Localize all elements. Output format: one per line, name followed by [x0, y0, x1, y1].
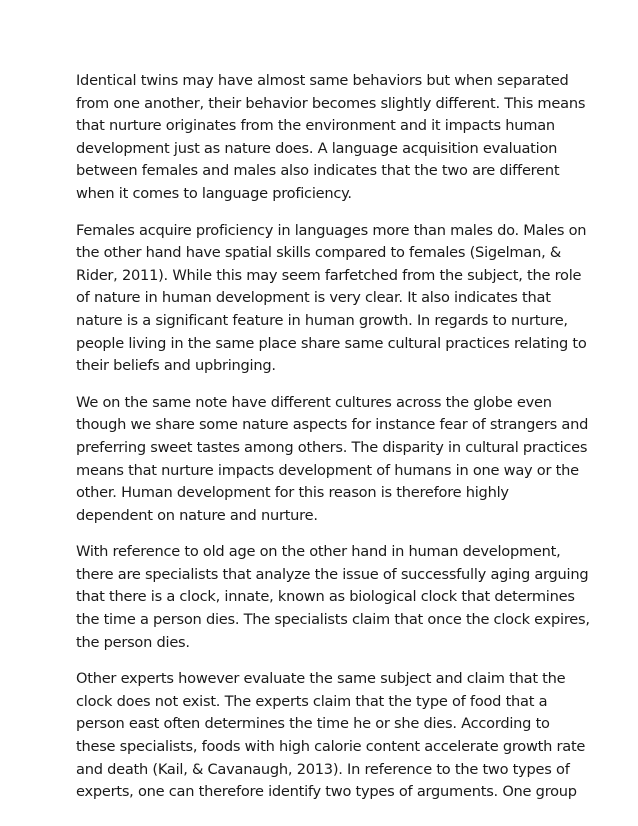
paragraph-line: Other experts however evaluate the same subject and claim that the	[76, 670, 566, 688]
paragraph-line: when it comes to language proficiency.	[76, 184, 352, 202]
paragraph-line: these specialists, foods with high calorie content accelerate growth rate	[76, 738, 586, 756]
paragraph-line: dependent on nature and nurture.	[76, 506, 318, 524]
paragraph-line: people living in the same place share same cultural practices relating to	[76, 334, 587, 352]
paragraph-line: We on the same note have different cultures across the globe even	[76, 393, 552, 411]
paragraph-line: and death (Kail, & Cavanaugh, 2013). In reference to the two types of	[76, 760, 570, 778]
paragraph-1	[76, 70, 586, 206]
paragraph-line: the person dies.	[76, 633, 190, 651]
paragraph-line: With reference to old age on the other hand in human development,	[76, 543, 561, 561]
paragraph-line: other. Human development for this reason is therefore highly	[76, 484, 509, 502]
paragraph-5	[76, 668, 586, 804]
paragraph-line: their beliefs and upbringing.	[76, 357, 276, 375]
paragraph-line: from one another, their behavior becomes slightly different. This means	[76, 94, 586, 112]
document-body	[76, 70, 590, 818]
paragraph-line: preferring sweet tastes among others. The disparity in cultural practices	[76, 438, 588, 456]
paragraph-2	[76, 220, 587, 378]
paragraph-line: the other hand have spatial skills compared to females (Sigelman, &	[76, 244, 561, 262]
paragraph-line: between females and males also indicates that the two are different	[76, 162, 560, 180]
paragraph-line: means that nurture impacts development of humans in one way or the	[76, 461, 579, 479]
paragraph-line: Females acquire proficiency in languages more than males do. Males on	[76, 221, 587, 239]
paragraph-line: development just as nature does. A language acquisition evaluation	[76, 139, 558, 157]
paragraph-line: clock does not exist. The experts claim that the type of food that a	[76, 692, 548, 710]
paragraph-line: nature is a significant feature in human growth. In regards to nurture,	[76, 311, 568, 329]
paragraph-line: person east often determines the time he or she dies. According to	[76, 715, 550, 733]
paragraph-line: the time a person dies. The specialists claim that once the clock expires,	[76, 611, 590, 629]
paragraph-3	[76, 392, 589, 528]
paragraph-4	[76, 541, 590, 654]
paragraph-line: though we share some nature aspects for instance fear of strangers and	[76, 416, 589, 434]
paragraph-line: Identical twins may have almost same behaviors but when separated	[76, 72, 569, 89]
paragraph-line: of nature in human development is very clear. It also indicates that	[76, 289, 551, 307]
paragraph-line: that nurture originates from the environment and it impacts human	[76, 117, 555, 135]
paragraph-line: there are specialists that analyze the issue of successfully aging arguing	[76, 565, 589, 583]
paragraph-line: that there is a clock, innate, known as biological clock that determines	[76, 588, 575, 606]
paragraph-line: experts, one can therefore identify two types of arguments. One group	[76, 783, 577, 801]
paragraph-line: Rider, 2011). While this may seem farfetched from the subject, the role	[76, 266, 582, 284]
